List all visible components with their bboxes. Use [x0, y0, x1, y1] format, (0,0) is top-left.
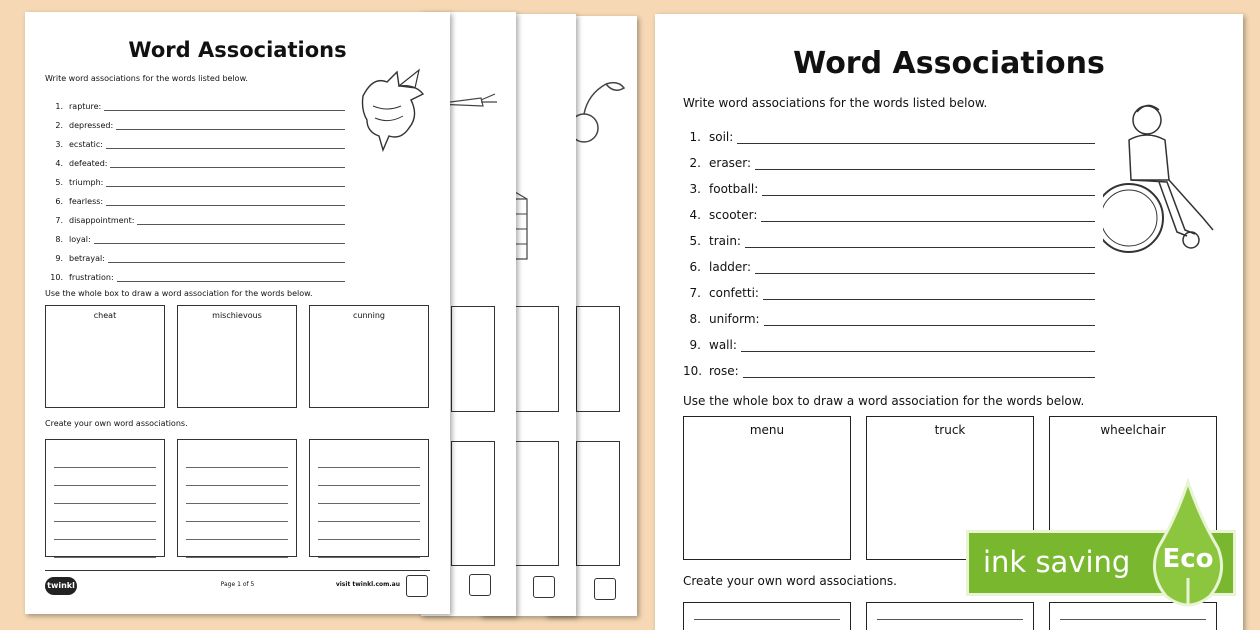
eco-label: Eco [1162, 544, 1214, 574]
answer-line[interactable] [106, 178, 345, 187]
word-row: 7. disappointment: [45, 206, 345, 225]
draw-instructions: Use the whole box to draw a word association for the words below. [45, 289, 313, 298]
answer-line[interactable] [764, 314, 1095, 326]
word-row: 2. eraser: [683, 144, 1095, 170]
answer-line[interactable] [108, 254, 345, 263]
answer-line[interactable] [763, 288, 1095, 300]
answer-line[interactable] [762, 184, 1095, 196]
page-title: Word Associations [128, 38, 347, 62]
eco-drop-icon [1150, 478, 1226, 608]
word-row: 8. uniform: [683, 300, 1095, 326]
word-row: 5. triumph: [45, 168, 345, 187]
answer-line[interactable] [755, 158, 1095, 170]
word-list [683, 118, 1095, 378]
answer-line[interactable] [104, 102, 345, 111]
word-row: 2. depressed: [45, 111, 345, 130]
word-row: 6. ladder: [683, 248, 1095, 274]
word-row: 1. soil: [683, 118, 1095, 144]
dragon-icon [353, 66, 433, 156]
quality-badge-icon [406, 575, 428, 597]
draw-box[interactable]: menu [683, 416, 851, 560]
answer-line[interactable] [117, 273, 345, 282]
answer-line[interactable] [745, 236, 1095, 248]
create-instructions: Create your own word associations. [45, 419, 188, 428]
twinkl-logo: twinkl [45, 577, 77, 595]
word-row: 10. rose: [683, 352, 1095, 378]
draw-box[interactable]: wheelchair [1049, 416, 1217, 560]
instructions: Write word associations for the words listed below. [683, 96, 988, 110]
answer-line[interactable] [737, 132, 1095, 144]
word-row: 8. loyal: [45, 225, 345, 244]
answer-line[interactable] [94, 235, 345, 244]
draw-instructions: Use the whole box to draw a word association for the words below. [683, 394, 1085, 408]
word-row: 9. wall: [683, 326, 1095, 352]
answer-line[interactable] [110, 159, 345, 168]
answer-line[interactable] [761, 210, 1095, 222]
word-row: 4. scooter: [683, 196, 1095, 222]
page-number: Page 1 of 5 [220, 581, 255, 588]
word-row: 3. ecstatic: [45, 130, 345, 149]
answer-line[interactable] [106, 140, 345, 149]
answer-line[interactable] [116, 121, 345, 130]
draw-box[interactable]: truck [866, 416, 1034, 560]
answer-line[interactable] [755, 262, 1095, 274]
word-row: 1. rapture: [45, 92, 345, 111]
draw-box[interactable]: cheat [45, 305, 165, 408]
worksheet-page-1 [25, 12, 450, 614]
answer-line[interactable] [106, 197, 345, 206]
page-footer [45, 570, 430, 600]
word-row: 5. train: [683, 222, 1095, 248]
create-box[interactable] [177, 439, 297, 557]
draw-box[interactable]: mischievous [177, 305, 297, 408]
ink-saving-label: ink saving [983, 545, 1131, 579]
word-row: 6. fearless: [45, 187, 345, 206]
word-row: 9. betrayal: [45, 244, 345, 263]
page-title: Word Associations [793, 46, 1105, 81]
word-row: 7. confetti: [683, 274, 1095, 300]
create-instructions: Create your own word associations. [683, 574, 897, 588]
create-box[interactable] [683, 602, 851, 630]
answer-line[interactable] [743, 366, 1095, 378]
word-list [45, 92, 345, 282]
instructions: Write word associations for the words listed below. [45, 74, 248, 83]
wheelchair-boy-icon [1103, 100, 1219, 260]
word-row: 10. frustration: [45, 263, 345, 282]
answer-line[interactable] [741, 340, 1095, 352]
word-row: 4. defeated: [45, 149, 345, 168]
create-box[interactable] [309, 439, 429, 557]
create-box[interactable] [866, 602, 1034, 630]
word-row: 3. football: [683, 170, 1095, 196]
website-link: visit twinkl.com.au [335, 581, 400, 588]
answer-line[interactable] [137, 216, 345, 225]
draw-box[interactable]: cunning [309, 305, 429, 408]
create-box[interactable] [45, 439, 165, 557]
